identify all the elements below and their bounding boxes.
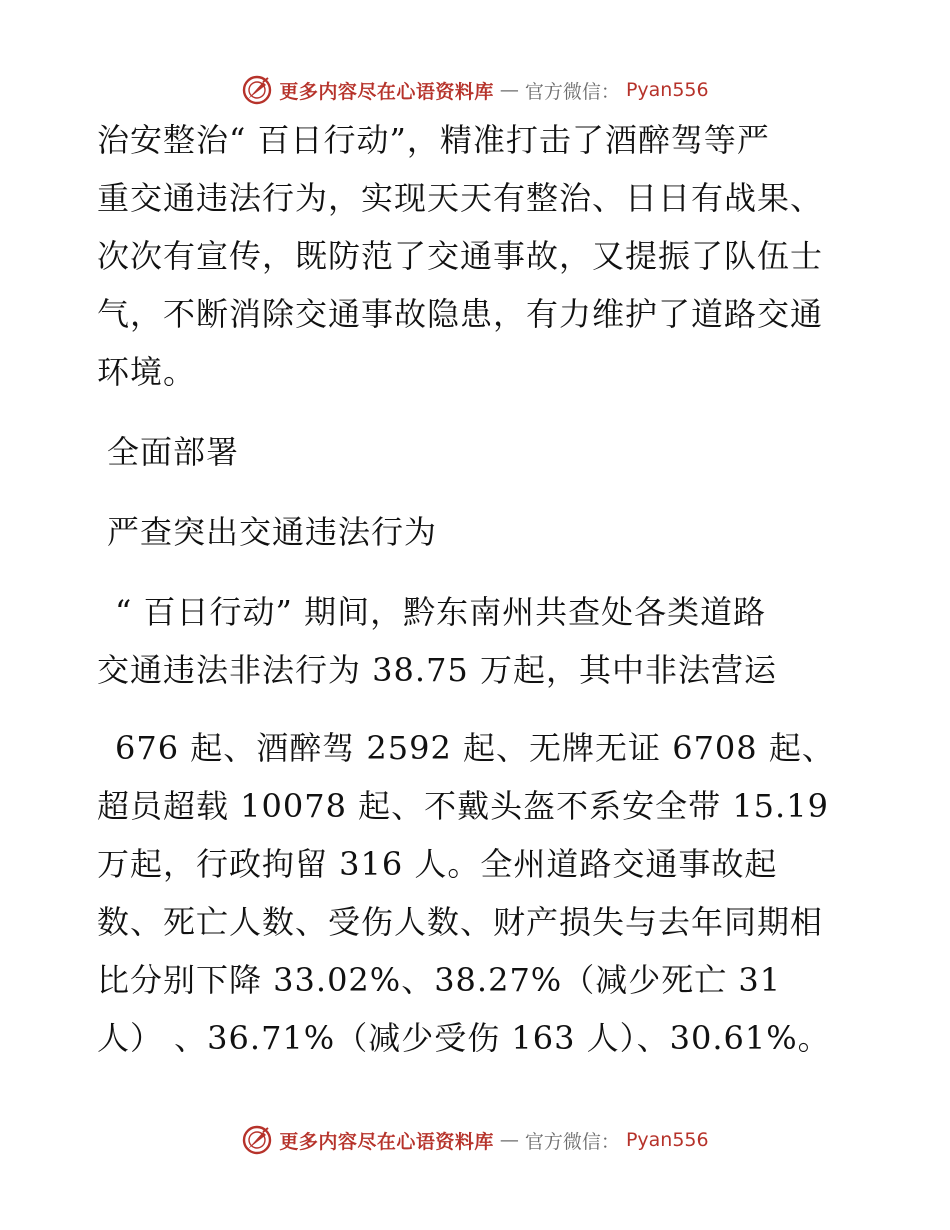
quill-pen-logo-icon (241, 74, 273, 106)
banner-text: 更多内容尽在心语资料库 (279, 1130, 494, 1153)
text-line: 交通违法非法行为 38.75 万起，其中非法营运 (97, 651, 777, 689)
banner-contact: 官方微信： (524, 1130, 620, 1153)
text-line: “ 百日行动” 期间，黔东南州共查处各类道路 (115, 593, 767, 631)
section-subheading: 严查突出交通违法行为 (107, 513, 438, 551)
banner-wechat-id: Pyan556 (625, 79, 709, 101)
text-line: 气，不断消除交通事故隐患，有力维护了道路交通 (97, 295, 824, 333)
section-heading: 全面部署 (107, 433, 240, 471)
banner-dash: — (499, 79, 519, 101)
intro-paragraph (97, 120, 857, 392)
quill-pen-logo-icon (241, 1124, 273, 1156)
text-line: 超员超载 10078 起、不戴头盔不系安全带 15.19 (97, 787, 829, 825)
banner-contact: 官方微信： (524, 80, 620, 103)
text-line: 人） 、36.71%（减少受伤 163 人）、30.61%。 (97, 1019, 831, 1057)
text-line: 治安整治“ 百日行动”，精准打击了酒醉驾等严 (97, 121, 770, 159)
text-line: 重交通违法行为，实现天天有整治、日日有战果、 (97, 179, 824, 217)
statistics-paragraph (97, 592, 857, 1058)
watermark-banner (241, 74, 708, 106)
page-header-banner (0, 70, 950, 110)
text-line: 数、死亡人数、受伤人数、财产损失与去年同期相 (97, 903, 824, 941)
watermark-banner (241, 1124, 708, 1156)
text-line: 次次有宣传，既防范了交通事故，又提振了队伍士 (97, 237, 824, 275)
banner-text: 更多内容尽在心语资料库 (279, 80, 494, 103)
document-body (97, 120, 857, 1076)
page-footer-banner (0, 1120, 950, 1160)
text-line: 676 起、酒醉驾 2592 起、无牌无证 6708 起、 (115, 729, 835, 767)
text-line: 环境。 (97, 353, 197, 391)
banner-wechat-id: Pyan556 (625, 1129, 709, 1151)
banner-dash: — (499, 1129, 519, 1151)
text-line: 比分别下降 33.02%、38.27%（减少死亡 31 (97, 961, 782, 999)
text-line: 万起，行政拘留 316 人。全州道路交通事故起 (97, 845, 778, 883)
